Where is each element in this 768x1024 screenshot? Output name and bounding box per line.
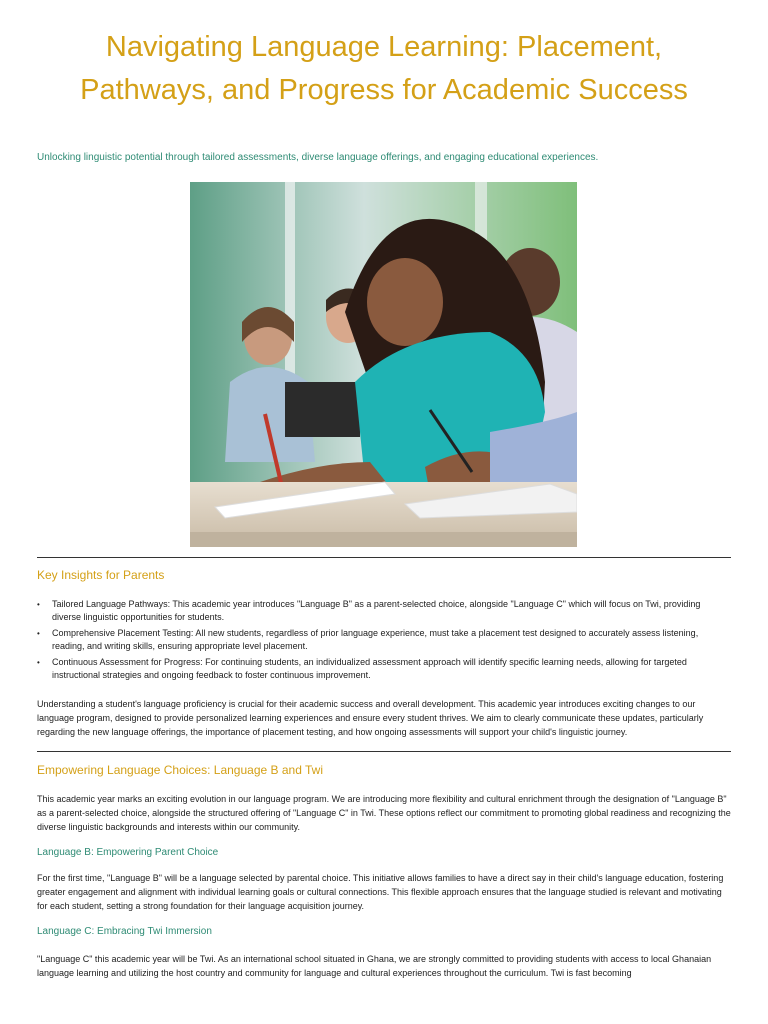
key-insights-heading: Key Insights for Parents [37,568,165,582]
bullet-icon: • [37,658,40,667]
language-b-paragraph: For the first time, "Language B" will be a language selected by parental choice. This initiative allows families to have a direct say in their child's language education, fostering greater engagement and alignment with individual learning goals or cultural connections. This flexible approach ensures that the language studied is relevant and motivating for each student, setting a strong foundation for their language acquisition journey. [37,873,724,911]
bullet-icon: • [37,600,40,609]
language-choices-heading: Empowering Language Choices: Language B and Twi [37,763,323,777]
bullet-icon: • [37,629,40,638]
key-insights-paragraph: Understanding a student's language proficiency is crucial for their academic success and overall development. This academic year introduces exciting changes to our language program, designed to provide personalized learning experiences and ensure every student thrives. We aim to clearly communicate these updates, particularly regarding the new language offerings, the importance of placement testing, and how ongoing assessments will support your child's linguistic journey. [37,699,704,737]
language-choices-paragraph: This academic year marks an exciting evolution in our language program. We are introducing more flexibility and cultural enrichment through the designation of "Language B" as a parent-selected choice, alongside the structured offering of "Language C" in Twi. These options reflect our commitment to promoting global readiness and recognizing the diverse linguistic backgrounds and interests within our community. [37,794,731,832]
language-b-heading: Language B: Empowering Parent Choice [37,847,219,858]
list-item: • Comprehensive Placement Testing: All new students, regardless of prior language experience, must take a placement test designed to accurately assess listening, reading, and writing skills, ensuring appropriate level placement. [37,628,699,651]
section-divider [37,751,731,752]
key-insights-list [37,598,731,685]
list-item: • Continuous Assessment for Progress: For continuing students, an individualized assessment approach will identify specific learning needs, allowing for targeted instructional strategies and ongoing feedback to foster continuous improvement. [37,657,687,680]
language-c-paragraph: "Language C" this academic year will be Twi. As an international school situated in Ghana, we are strongly committed to providing students with access to local Ghanaian language learning and utilizing the host country and community for language and cultural experiences throughout the curriculum. Twi is fast becoming [37,954,712,978]
hero-photo-students-writing [190,182,577,547]
list-item: • Tailored Language Pathways: This academic year introduces "Language B" as a parent-selected choice, alongside "Language C" which will focus on Twi, providing diverse linguistic opportunities for students. [37,599,701,622]
language-c-heading: Language C: Embracing Twi Immersion [37,926,212,937]
page-subtitle: Unlocking linguistic potential through tailored assessments, diverse language offerings, and engaging educational experiences. [37,152,599,163]
page-title: Navigating Language Learning: Placement, Pathways, and Progress for Academic Success [80,31,688,106]
section-divider [37,557,731,558]
